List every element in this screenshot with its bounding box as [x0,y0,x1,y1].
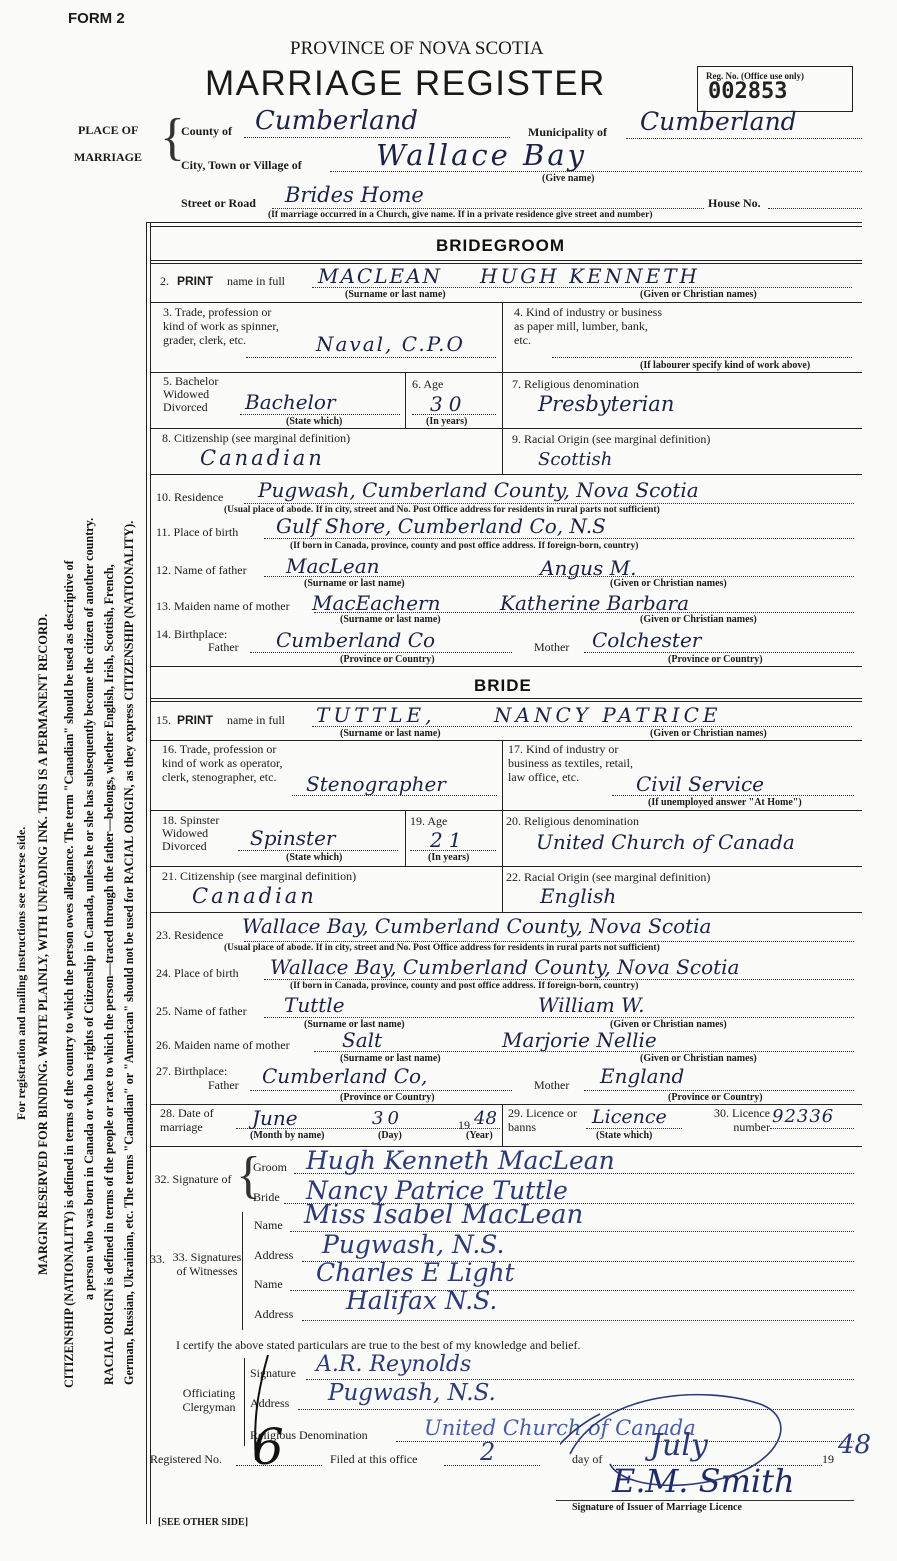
f11-label: 11. Place of birth [156,525,239,539]
f27-label: 27. Birthplace: [156,1064,228,1078]
clergy-address: Pugwash, N.S. [328,1380,496,1406]
f10-label: 10. Residence [156,490,224,504]
house-no-label: House No. [708,196,761,210]
witness1-address: Pugwash, N.S. [322,1230,505,1259]
officiating-label: Officiating Clergyman [182,1386,236,1414]
margin-citizenship-1: CITIZENSHIP (NATIONALITY) is defined in terms of the country to which the person owes allegiance. The term "Canadian" should be used as descriptive of [62,560,76,1388]
residence-note: (Usual place of abode. If in city, street and No. Post Office address for residents in rural parts not sufficient) [224,943,660,953]
groom-father-birthplace: Cumberland Co [276,628,436,652]
f8-label: 8. Citizenship (see marginal definition) [162,431,351,445]
witness1-name: Miss Isabel MacLean [304,1200,584,1230]
bride-mother-birthplace: England [600,1064,685,1088]
filed-year-prefix: 19 [822,1452,834,1466]
in-years-hint: (In years) [426,416,468,427]
day-hint: (Day) [378,1130,402,1141]
f33-num: 33. [150,1252,165,1266]
groom-mother-surname: MacEachern [312,591,441,615]
registered-number: 6 [252,1418,284,1476]
surname-hint: (Surname or last name) [304,578,405,589]
bride-birthplace: Wallace Bay, Cumberland County, Nova Scotia [270,955,740,979]
certify-statement: I certify the above stated particulars are true to the best of my knowledge and belief. [176,1338,581,1352]
surname-hint: (Surname or last name) [340,614,441,625]
county-value: Cumberland [255,106,418,136]
bride-age: 21 [430,828,468,852]
page-title: MARRIAGE REGISTER [205,64,606,103]
groom-citizenship: Canadian [200,446,325,470]
f14-label: 14. Birthplace: [156,627,228,641]
surname-hint: (Surname or last name) [340,728,441,739]
bride-origin: English [540,884,617,908]
clergy-denomination: United Church of Canada [424,1416,696,1440]
see-other-side: [SEE OTHER SIDE] [158,1517,249,1528]
clergy-flourish [238,1350,288,1470]
f33-label: 33. Signatures of Witnesses [172,1250,242,1278]
county-label: County of [181,124,233,138]
month-hint: (Month by name) [250,1130,325,1141]
mother-label: Mother [534,640,570,654]
f26-label: 26. Maiden name of mother [156,1038,290,1052]
municipality-value: Cumberland [640,107,797,136]
f25-label: 25. Name of father [156,1004,247,1018]
filed-month: July [650,1428,708,1463]
seal-scribble [560,1384,810,1514]
bride-father-birthplace: Cumberland Co, [262,1064,428,1088]
f28-label: 28. Date of marriage [160,1106,214,1134]
municipality-label: Municipality of [528,125,608,139]
city-label: City, Town or Village of [181,158,302,172]
bride-residence: Wallace Bay, Cumberland County, Nova Scotia [242,914,712,938]
issuer-label: Signature of Issuer of Marriage Licence [572,1502,742,1513]
f4-label: 4. Kind of industry or business as paper mill, lumber, bank, etc. [514,305,662,347]
f2-print-label: PRINT [177,274,213,288]
year-prefix: 19 [458,1118,470,1132]
groom-father-surname: MacLean [286,554,380,578]
marriage-year: 48 [474,1108,497,1129]
marriage-month: June [252,1106,298,1130]
groom-religion: Presbyterian [538,392,675,416]
given-hint: (Given or Christian names) [610,1019,727,1030]
margin-binding: MARGIN RESERVED FOR BINDING. WRITE PLAINLY, WITH UNFADING INK. THIS IS A PERMANENT RECORD. [36,613,50,1275]
f24-label: 24. Place of birth [156,966,239,980]
f7-label: 7. Religious denomination [512,377,639,391]
province-hint: (Province or Country) [668,1092,763,1103]
f16-label: 16. Trade, profession or kind of work as operator, clerk, stenographer, etc. [162,742,283,784]
f30-label: 30. Licence number [714,1106,770,1134]
bride-religion: United Church of Canada [536,830,795,854]
groom-mother-given: Katherine Barbara [500,591,690,615]
place-of-label: PLACE OF [78,123,139,137]
f2-number: 2. [160,274,169,288]
f22-label: 22. Racial Origin (see marginal definition) [506,870,711,884]
f6-label: 6. Age [412,377,444,391]
street-note: (If marriage occurred in a Church, give name. If in a private residence give street and number) [268,210,653,220]
bride-surname: TUTTLE, [316,703,436,727]
f4-note: (If labourer specify kind of work above) [640,360,811,371]
father-label: Father [208,1078,239,1092]
state-which-hint: (State which) [286,416,343,427]
witness2-name: Charles E Light [316,1258,515,1287]
licence-number: 92336 [772,1106,835,1127]
bride-father-given: William W. [538,993,645,1017]
f3-label: 3. Trade, profession or kind of work as spinner, grader, clerk, etc. [163,305,279,347]
w2-name-label: Name [254,1277,283,1291]
f21-label: 21. Citizenship (see marginal definition) [162,869,357,883]
issuer-signature: E.M. Smith [612,1462,795,1500]
f15-label: name in full [227,713,285,727]
bride-mother-given: Marjorie Nellie [502,1028,657,1052]
province-hint: (Province or Country) [340,654,435,665]
registered-label: Registered No. [150,1452,222,1466]
f12-label: 12. Name of father [156,563,247,577]
groom-status: Bachelor [245,390,336,414]
w1-name-label: Name [254,1218,283,1232]
clergy-sig-label: Signature [250,1366,296,1380]
birth-note: (If born in Canada, province, county and post office address. If foreign-born, country) [290,541,639,551]
licence-type: Licence [592,1106,667,1128]
bride-heading: BRIDE [474,676,532,695]
f17-label: 17. Kind of industry or business as textiles, retail, law office, etc. [508,742,633,784]
f15-number: 15. [156,713,171,727]
groom-trade: Naval, C.P.O [316,332,465,356]
f32-label: 32. Signature of [154,1172,232,1186]
groom-signature: Hugh Kenneth MacLean [306,1146,615,1175]
marriage-day: 30 [372,1108,403,1129]
given-hint: (Given or Christian names) [640,614,757,625]
day-of-label: day of [572,1452,603,1466]
filed-year: 48 [838,1430,872,1460]
year-hint: (Year) [466,1130,493,1141]
street-label: Street or Road [181,196,256,210]
given-hint: (Given or Christian names) [650,728,767,739]
reg-no: 002853 [708,79,788,104]
brace-icon: { [160,109,185,166]
margin-racial-1: RACIAL ORIGIN is defined in terms of the people or race to which the person—traced through the father—belongs, whether English, Irish, Scottish, French, [102,564,116,1385]
form-number: FORM 2 [68,10,125,27]
bride-mother-surname: Salt [342,1028,383,1052]
state-which-hint: (State which) [596,1130,653,1141]
surname-hint: (Surname or last name) [345,289,446,300]
groom-mother-birthplace: Colchester [592,628,702,652]
f18-label: 18. Spinster Widowed Divorced [162,813,220,853]
bride-citizenship: Canadian [192,884,317,908]
bride-sig-label: Bride [253,1190,280,1204]
margin-citizenship-2: a person who was born in Canada or who has rights of Citizenship in Canada, unless he or she has subsequently become the citizen of another country. [82,517,96,1300]
father-label: Father [208,640,239,654]
groom-residence: Pugwash, Cumberland County, Nova Scotia [258,478,699,502]
give-name-hint: (Give name) [542,173,595,184]
f20-label: 20. Religious denomination [506,814,639,828]
groom-birthplace: Gulf Shore, Cumberland Co, N.S [276,514,606,538]
bride-father-surname: Tuttle [284,993,345,1017]
state-which-hint: (State which) [286,852,343,863]
denomination-label: Religious Denomination [250,1428,368,1442]
reg-no-label: Reg. No. (Office use only) [706,71,804,81]
mother-label: Mother [534,1078,570,1092]
groom-sig-label: Groom [253,1160,287,1174]
groom-surname: MACLEAN [318,264,443,288]
clergy-signature: A.R. Reynolds [316,1352,472,1377]
bride-status: Spinster [250,826,336,850]
reg-no-box [697,66,853,112]
f9-label: 9. Racial Origin (see marginal definition) [512,432,711,446]
f13-label: 13. Maiden name of mother [156,599,290,613]
w1-address-label: Address [254,1248,294,1262]
bride-trade: Stenographer [306,772,446,796]
surname-hint: (Surname or last name) [340,1053,441,1064]
f17-note: (If unemployed answer "At Home") [648,797,802,808]
margin-instructions: For registration and mailing instructions see reverse side. [14,826,28,1120]
f5-label: 5. Bachelor Widowed Divorced [163,374,219,414]
w2-address-label: Address [254,1307,294,1321]
f15-print-label: PRINT [177,713,213,727]
marriage-label: MARRIAGE [74,150,142,164]
in-years-hint: (In years) [428,852,470,863]
given-hint: (Given or Christian names) [640,289,757,300]
birth-note: (If born in Canada, province, county and post office address. If foreign-born, country) [290,981,639,991]
brace-icon: { [236,1147,261,1204]
f19-label: 19. Age [410,814,448,828]
f29-label: 29. Licence or banns [508,1106,577,1134]
margin-racial-2: German, Russian, Ukrainian, etc. The terms "Canadian" or "American" should not be used for RACIAL ORIGIN, as they express CITIZENSHIP (NATIONALITY). [122,520,136,1385]
clergy-address-label: Address [250,1396,290,1410]
city-value: Wallace Bay [376,138,588,172]
groom-father-given: Angus M. [540,556,637,580]
f2-label: name in full [227,274,285,288]
given-hint: (Given or Christian names) [610,578,727,589]
filed-day: 2 [480,1438,496,1466]
filed-label: Filed at this office [330,1452,418,1466]
witness2-address: Halifax N.S. [346,1286,498,1315]
residence-note: (Usual place of abode. If in city, street and No. Post Office address for residents in rural parts not sufficient) [224,505,660,515]
groom-age: 30 [430,392,468,416]
surname-hint: (Surname or last name) [304,1019,405,1030]
bride-given: NANCY PATRICE [494,703,722,727]
bridegroom-heading: BRIDEGROOM [436,236,565,255]
province-heading: PROVINCE OF NOVA SCOTIA [290,38,544,59]
street-value: Brides Home [285,183,424,207]
bride-industry: Civil Service [636,772,764,796]
given-hint: (Given or Christian names) [640,1053,757,1064]
groom-given: HUGH KENNETH [480,264,700,288]
bride-signature: Nancy Patrice Tuttle [306,1176,568,1205]
province-hint: (Province or Country) [668,654,763,665]
province-hint: (Province or Country) [340,1092,435,1103]
f23-label: 23. Residence [156,928,224,942]
groom-origin: Scottish [538,449,613,470]
